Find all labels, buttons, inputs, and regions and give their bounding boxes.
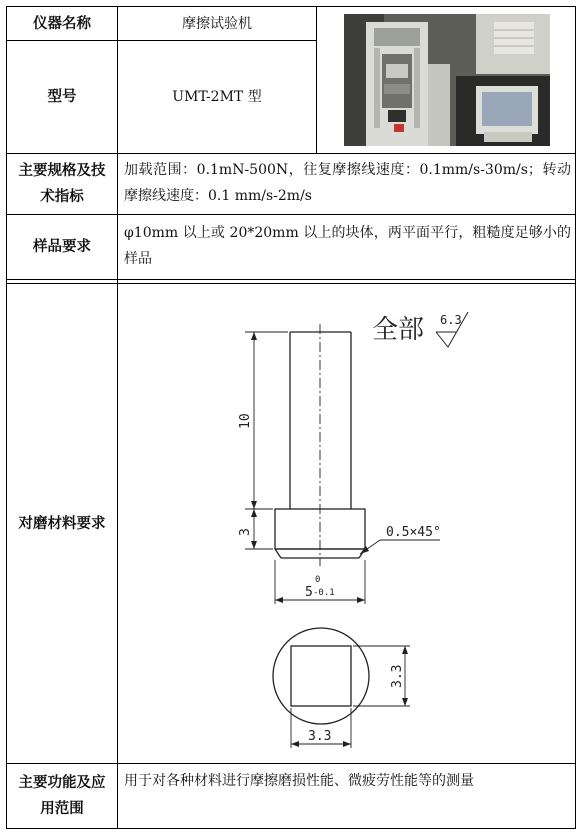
table-column-divider	[316, 6, 317, 154]
table-right-border	[575, 6, 576, 829]
table-row-divider	[6, 279, 576, 280]
spec-label-line2: 术指标	[40, 189, 84, 205]
instrument-photo	[344, 14, 550, 146]
function-label-line2: 用范围	[40, 801, 84, 817]
square-dim-v-text: 3.3	[390, 664, 405, 688]
dim-width-upper: 0	[315, 575, 321, 585]
dim-width-lower: -0.1	[313, 588, 335, 598]
dim-head-text: 3	[238, 528, 253, 536]
instrument-name-value: 摩擦试验机	[182, 15, 252, 32]
function-label	[7, 764, 117, 828]
end-view-square	[291, 646, 351, 706]
roughness-value: 6.3	[440, 313, 462, 327]
end-view-circle	[273, 628, 369, 724]
pin-drawing	[118, 284, 575, 763]
roughness-label: 全部	[372, 315, 425, 345]
spec-value: 加载范围：0.1mN-500N，往复摩擦线速度：0.1mm/s-30m/s；转动摩擦线速度：0.1 mm/s-2m/s	[124, 162, 571, 204]
function-value: 用于对各种材料进行摩擦磨损性能、微疲劳性能等的测量	[124, 773, 474, 789]
chamfer-text: 0.5×45°	[386, 525, 441, 540]
model-label: 型号	[47, 89, 77, 105]
function-label-line1: 主要功能及应	[18, 775, 106, 791]
spec-label	[7, 154, 117, 214]
instrument-name-label: 仪器名称	[33, 15, 91, 32]
table-bottom-border	[6, 828, 576, 829]
sample-value: φ10mm 以上或 20*20mm 以上的块体，两平面平行，粗糙度足够小的样品	[124, 225, 571, 267]
square-dim-h-text: 3.3	[308, 729, 332, 744]
dim-length-text: 10	[238, 413, 253, 429]
sample-label: 样品要求	[33, 239, 91, 255]
spec-label-line1: 主要规格及技	[18, 163, 106, 179]
chamfer-line	[275, 549, 281, 558]
dim-width-main: 5	[305, 585, 313, 600]
material-label: 对磨材料要求	[18, 515, 106, 532]
model-value: UMT-2MT 型	[172, 89, 262, 105]
